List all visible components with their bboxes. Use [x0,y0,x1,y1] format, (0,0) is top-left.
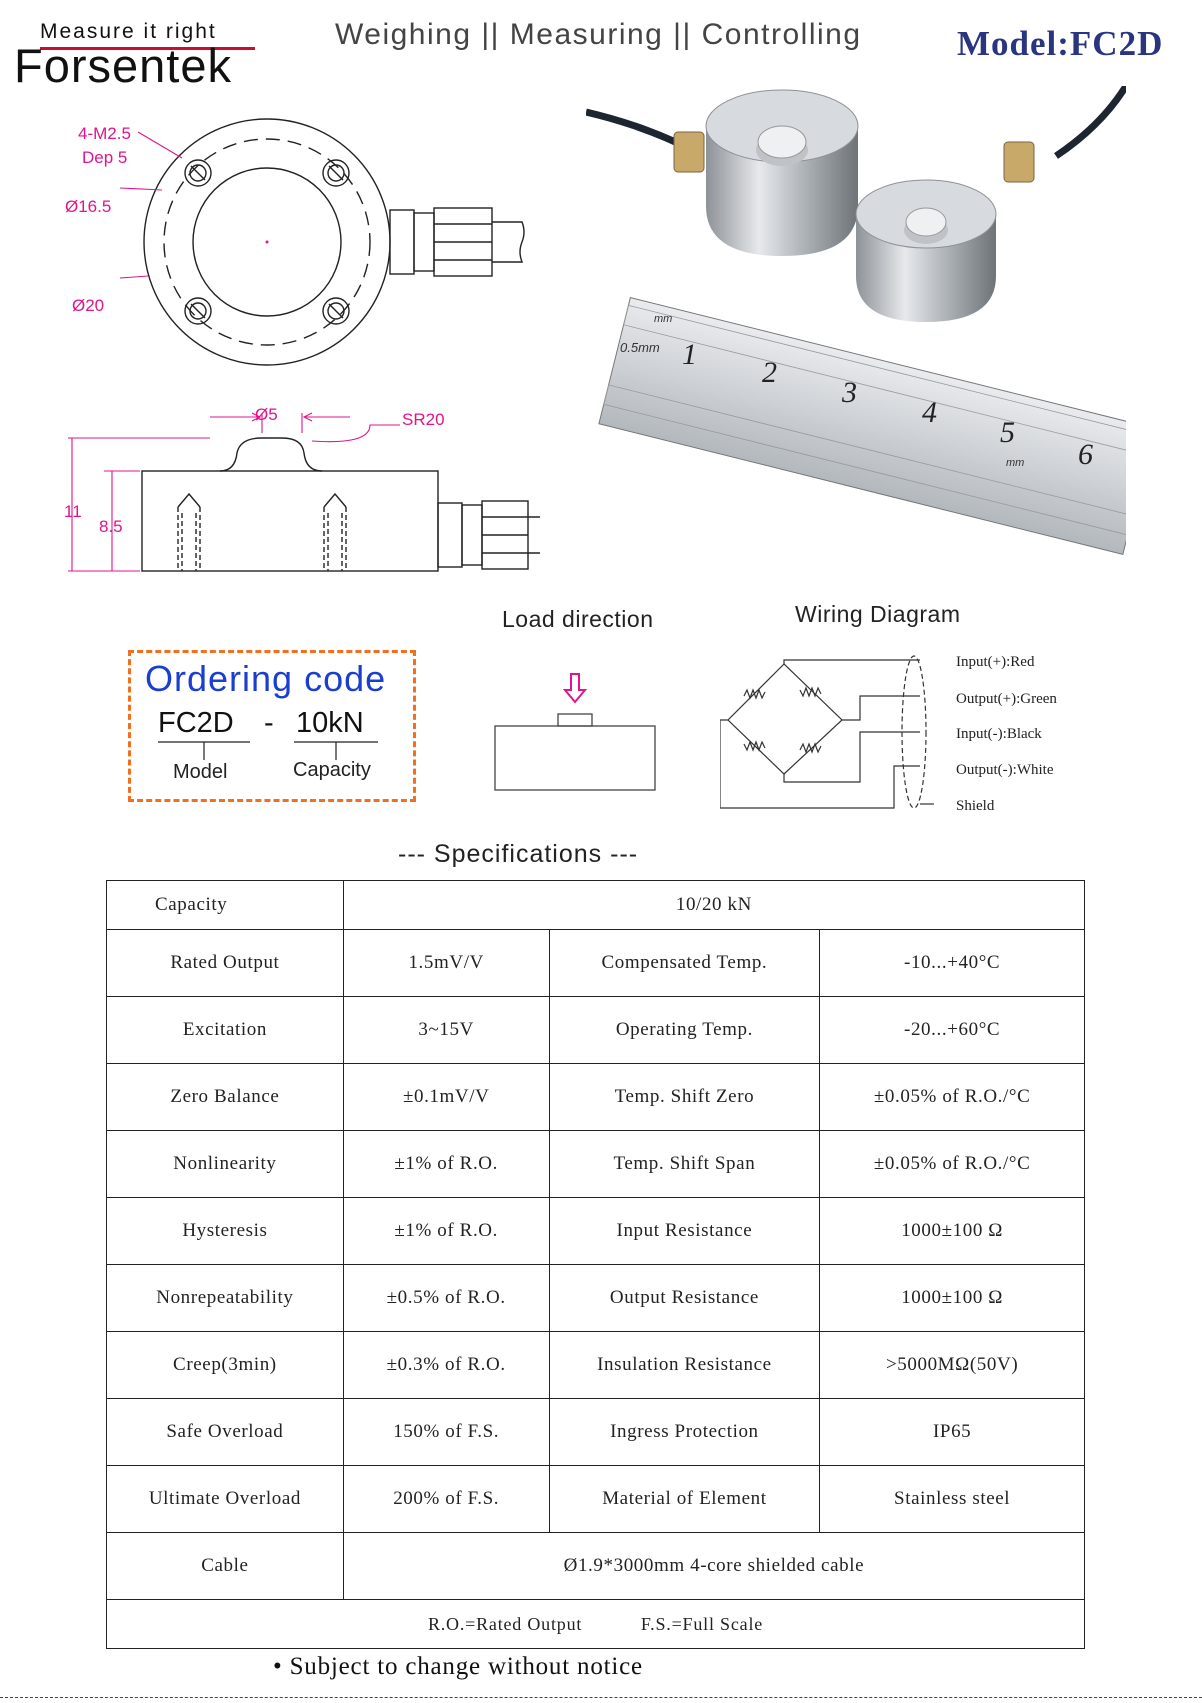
model-title: Model:FC2D [957,24,1164,63]
ruler-number: 3 [842,376,857,409]
footnote-ro: R.O.=Rated Output [427,1613,583,1634]
spec-label: Input Resistance [549,1198,820,1265]
spec-label: Creep(3min) [107,1332,344,1399]
ruler-unit-bottom: mm [1006,457,1025,469]
table-row [107,1466,1085,1533]
spec-value: -10...+40°C [820,930,1085,997]
spec-label: Nonrepeatability [107,1265,344,1332]
wire-output-negative: Output(-):White [956,762,1054,778]
load-direction-title: Load direction [502,606,654,632]
table-row [107,1131,1085,1198]
body-height-label: 8.5 [99,517,123,536]
ruler-number: 2 [762,356,777,389]
wire-output-positive: Output(+):Green [956,691,1057,707]
spec-value: Stainless steel [820,1466,1085,1533]
table-row [107,1064,1085,1131]
load-direction-diagram [494,672,659,797]
wiring-diagram-title: Wiring Diagram [795,601,961,627]
wire-shield: Shield [956,798,995,814]
spec-value: 200% of F.S. [343,1466,549,1533]
ruler-unit-mid: 0.5mm [620,340,660,355]
specifications-title: --- Specifications --- [398,840,639,868]
table-row [107,1332,1085,1399]
table-row [107,1533,1085,1600]
brand-tagline: Measure it right [40,20,217,43]
spec-label: Material of Element [549,1466,820,1533]
table-row [107,930,1085,997]
wiring-diagram [720,648,960,812]
ordering-code-title: Ordering code [145,658,387,699]
bottom-divider [0,1697,1202,1698]
table-row [107,1600,1085,1649]
spec-label: Nonlinearity [107,1131,344,1198]
ruler-number: 4 [922,396,937,429]
spec-value: 3~15V [343,997,549,1064]
wire-input-positive: Input(+):Red [956,654,1035,670]
ruler-unit-top: mm [654,313,673,325]
ruler-number: 6 [1078,438,1093,471]
button-diameter-label: Ø5 [255,405,278,424]
spec-label: Excitation [107,997,344,1064]
brand-logo: Forsentek [14,39,232,92]
spec-label: Ultimate Overload [107,1466,344,1533]
footnote-fs: F.S.=Full Scale [640,1613,764,1634]
spec-label: Compensated Temp. [549,930,820,997]
spec-value: ±0.05% of R.O./°C [820,1064,1085,1131]
sphere-radius-label: SR20 [402,410,445,429]
product-photo [586,86,1126,566]
side-view-drawing [50,395,540,585]
inner-diameter-label: Ø16.5 [65,197,112,216]
spec-label: Ingress Protection [549,1399,820,1466]
ordering-separator: - [264,707,274,739]
table-row [107,1198,1085,1265]
ruler-number: 5 [1000,416,1015,449]
ordering-model-code: FC2D [158,707,234,739]
spec-value: IP65 [820,1399,1085,1466]
table-row [107,881,1085,930]
spec-footnote [107,1600,1085,1649]
spec-value: 10/20 kN [343,881,1084,930]
spec-label: Cable [107,1533,344,1600]
spec-label: Rated Output [107,930,344,997]
outer-diameter-label: Ø20 [72,296,105,315]
spec-value: 1000±100 Ω [820,1198,1085,1265]
spec-value: Ø1.9*3000mm 4-core shielded cable [343,1533,1084,1600]
spec-value: 150% of F.S. [343,1399,549,1466]
ordering-capacity-code: 10kN [296,707,364,739]
spec-value: ±0.5% of R.O. [343,1265,549,1332]
spec-label: Output Resistance [549,1265,820,1332]
spec-label: Zero Balance [107,1064,344,1131]
spec-value: -20...+60°C [820,997,1085,1064]
spec-label: Insulation Resistance [549,1332,820,1399]
spec-value: ±0.1mV/V [343,1064,549,1131]
spec-value: ±1% of R.O. [343,1131,549,1198]
spec-label: Hysteresis [107,1198,344,1265]
hole-spec-label: 4-M2.5 [78,124,131,143]
spec-value: ±0.3% of R.O. [343,1332,549,1399]
spec-value: 1000±100 Ω [820,1265,1085,1332]
spec-value: >5000MΩ(50V) [820,1332,1085,1399]
spec-value: ±0.05% of R.O./°C [820,1131,1085,1198]
spec-label: Operating Temp. [549,997,820,1064]
spec-label: Capacity [107,881,344,930]
spec-label: Temp. Shift Span [549,1131,820,1198]
table-row [107,1265,1085,1332]
specifications-table [106,880,1085,1649]
spec-label: Safe Overload [107,1399,344,1466]
ordering-model-label: Model [173,761,228,783]
ruler-number: 1 [682,338,697,371]
spec-label: Temp. Shift Zero [549,1064,820,1131]
table-row [107,997,1085,1064]
total-height-label: 11 [64,502,82,521]
spec-value: ±1% of R.O. [343,1198,549,1265]
table-row [107,1399,1085,1466]
change-notice: • Subject to change without notice [273,1653,643,1680]
load-arrow-icon [565,674,585,702]
page-slogan: Weighing || Measuring || Controlling [335,18,862,51]
hole-depth-label: Dep 5 [82,148,128,167]
wire-input-negative: Input(-):Black [956,726,1042,742]
ordering-capacity-label: Capacity [293,759,371,781]
spec-value: 1.5mV/V [343,930,549,997]
